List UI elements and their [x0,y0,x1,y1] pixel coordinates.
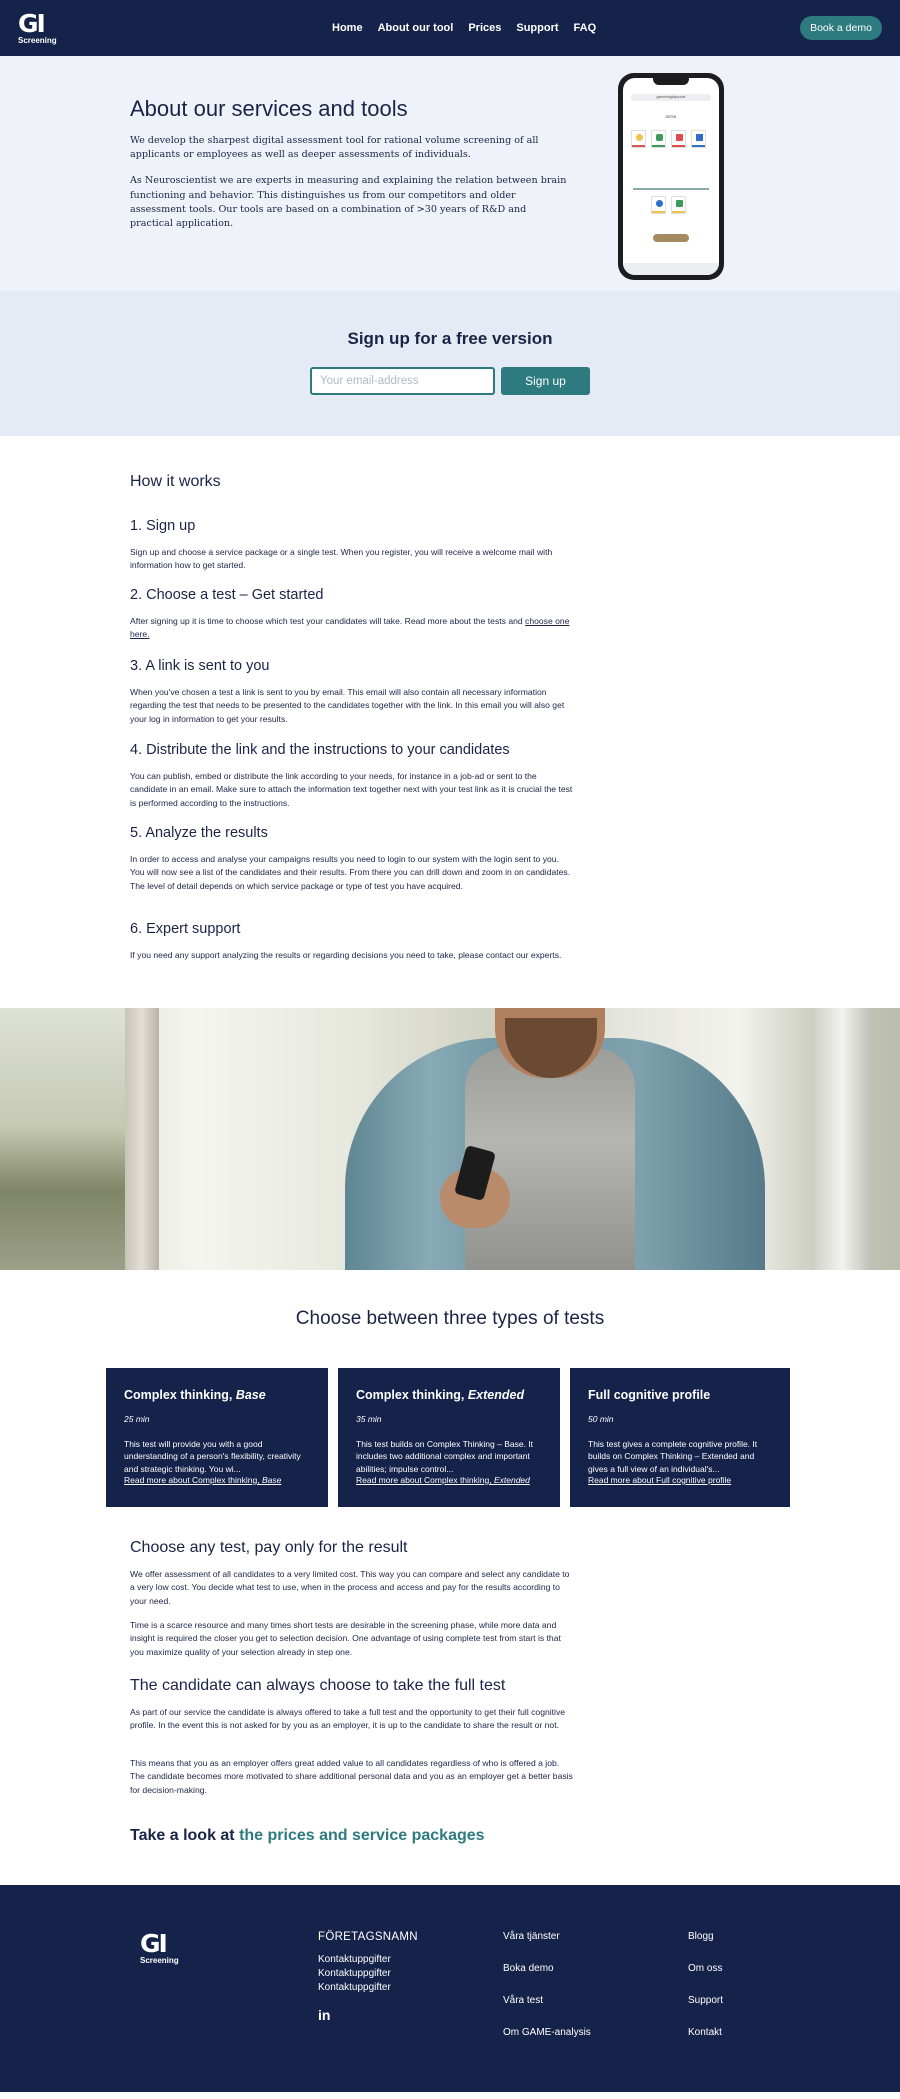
site-logo[interactable] [18,11,57,45]
types-title: Choose between three types of tests [295,1308,605,1329]
nav-home[interactable]: Home [332,22,363,34]
footer-logo[interactable] [140,1931,179,1965]
card-read-more-link[interactable] [356,1475,542,1485]
footer-contact-line: Kontaktuppgifter [318,1968,391,1979]
phone-card-plant-icon [651,130,666,148]
card-duration: 35 min [356,1414,382,1424]
phone-card-square-icon [691,130,706,148]
footer-link-contact[interactable]: Kontakt [688,2027,722,2038]
hero-title: About our services and tools [130,96,408,121]
card-duration: 25 min [124,1414,150,1424]
card-description: This test will provide you with a good understanding of a person's flexibility, creativity and strategic thinking. You wi... [124,1439,301,1474]
phone-screen [623,78,719,275]
step-text: In order to access and analyse your campaigns results you need to login to our system with the login sent to you. You will now see a list of the candidates and their results. From there you can drill down and zoom in on candidates. The level of detail depends on which service package or type of test you have acquired. [130,854,571,891]
footer-link-services[interactable]: Våra tjänster [503,1931,560,1942]
prices-link[interactable]: the prices and service packages [239,1827,485,1844]
step-choose-test [130,587,575,642]
phone-notch [653,78,689,85]
card-link-em: Base [261,1474,282,1485]
footer-logo-mark: GI [140,1929,166,1958]
card-title-text: Complex thinking, [356,1388,468,1402]
pay-section [0,1535,900,1885]
photo-person [345,1008,765,1270]
card-title [124,1388,310,1402]
card-title-em: Extended [467,1388,525,1402]
cta-text: Take a look at [130,1827,240,1844]
footer-link-game-analysis[interactable]: Om GAME-analysis [503,2027,591,2038]
footer-company [318,1931,418,1995]
nav-about-our-tool[interactable]: About our tool [377,22,454,34]
card-description: This test gives a complete cognitive profile. It builds on Complex Thinking – Extended and gives a full view of an individual's... [588,1439,758,1474]
signup-section [0,291,900,436]
phone-toolbar [623,263,719,275]
phone-url-bar: gameinsightpuzzle [631,94,711,101]
step-title: 4. Distribute the link and the instructions to your candidates [130,742,510,758]
choose-test-link[interactable]: choose one here. [130,616,570,640]
test-types-section [0,1270,900,1535]
card-full-profile[interactable] [570,1368,790,1507]
linkedin-icon[interactable]: in [318,2007,331,2023]
nav-faq[interactable]: FAQ [573,22,597,34]
about-hero [0,56,900,291]
step-distribute [130,742,575,810]
footer-link-about[interactable]: Om oss [688,1963,723,1974]
step-text: You can publish, embed or distribute the link according to your needs, for instance in a job-ad or sent to the candidate in an email. Make sure to attach the information text together next with your test link as it is crucial the test is performed according to the instructions. [130,771,573,808]
man-with-phone-photo [0,1008,900,1270]
footer-contact-line: Kontaktuppgifter [318,1954,391,1965]
phone-mockup [618,73,724,280]
step-text-body: After signing up it is time to choose which test your candidates will take. Read more about the tests and [130,616,526,626]
step-text: Sign up and choose a service package or a single test. When you register, you will receive a welcome mail with information how to get started. [130,547,553,571]
footer-link-tests[interactable]: Våra test [503,1995,544,2006]
phone-divider [633,188,709,190]
site-header [0,0,900,56]
prices-cta [130,1827,485,1845]
pay-paragraph-2: Time is a scarce resource and many times short tests are desirable in the screening phase, while more data and insight is required the closer you get to selection decision. One advantage of using complete test from start is that you maximize quality of your selection already in step one. [130,1620,561,1657]
logo-subtitle: Screening [18,36,57,45]
full-test-paragraph-1: As part of our service the candidate is always offered to take a full test and the opportunity to get their full cognitive profile. In the event this is not asked for by you as an employer, it is up to the candidate to share the result or not. [130,1707,566,1731]
hero-text [130,96,570,243]
signup-title-bold: free [456,329,488,348]
pay-title: Choose any test, pay only for the result [130,1539,408,1556]
card-read-more-link[interactable] [124,1475,310,1485]
photo-window [0,1008,130,1270]
signup-button[interactable]: Sign up [501,367,590,395]
card-link-em: Extended [493,1474,530,1485]
pay-paragraph-1: We offer assessment of all candidates to a very limited cost. This way you can compare and select any candidate to a very low cost. You decide what test to use, when in the process and access and pay for the results according to your need. [130,1569,570,1606]
signup-title [0,329,900,349]
card-title-text: Complex thinking, [124,1388,236,1402]
hero-paragraph-2: As Neuroscientist we are experts in measuring and explaining the relation between brain functioning and behavior. This distinguishes us from our competitors and older assessment tools. Our tools are based on a combination of >30 years of R&D and practical application. [130,175,567,229]
signup-title-post: version [487,329,553,348]
how-it-works [0,436,900,1008]
step-title: 3. A link is sent to you [130,658,270,674]
card-link-text: Read more about Complex thinking, [124,1474,262,1485]
step-title: 2. Choose a test – Get started [130,587,324,603]
card-complex-extended[interactable] [338,1368,560,1507]
step-title: 1. Sign up [130,518,196,534]
card-complex-base[interactable] [106,1368,328,1507]
step-text [130,615,575,642]
step-sign-up [130,518,575,573]
logo-mark: GI [18,9,44,38]
step-text: If you need any support analyzing the results or regarding decisions you need to take, please contact our experts. [130,950,562,960]
footer-company-name: FÖRETAGSNAMN [318,1931,418,1943]
phone-card-star-icon [671,130,686,148]
step-analyze [130,825,575,893]
step-expert-support [130,921,575,962]
nav-support[interactable]: Support [516,22,559,34]
how-title: How it works [130,473,221,490]
footer-contact-line: Kontaktuppgifter [318,1982,391,1993]
card-title-text: Full cognitive profile [588,1388,711,1402]
step-title: 5. Analyze the results [130,825,268,841]
footer-link-blog[interactable]: Blogg [688,1931,714,1942]
email-input[interactable] [310,367,495,395]
footer-link-support[interactable]: Support [688,1995,724,2006]
step-text: When you've chosen a test a link is sent to you by email. This email will also contain all necessary information regarding the test that needs to be presented to the candidates together with the link. In this email you will also get your log in information to get your results. [130,687,565,724]
footer-link-book-demo[interactable]: Boka demo [503,1963,554,1974]
card-title [356,1388,542,1402]
photo-door [815,1008,870,1270]
card-read-more-link[interactable] [588,1475,772,1485]
phone-card-grid-icon [671,196,686,214]
phone-card-sun-icon [631,130,646,148]
card-link-text: Read more about Full cognitive profile [588,1474,732,1485]
full-test-paragraph-2: This means that you as an employer offers great added value to all candidates regardless of who is offered a job. The candidate becomes more motivated to share additional personal data and you as an employer get a better basis for decision-making. [130,1758,573,1795]
card-title-em: Base [235,1388,266,1402]
full-test-title: The candidate can always choose to take the full test [130,1677,506,1694]
step-title: 6. Expert support [130,921,241,937]
book-demo-button[interactable]: Book a demo [800,16,882,40]
footer-logo-subtitle: Screening [140,1956,179,1965]
phone-continue-button [653,234,689,242]
test-cards [106,1368,790,1507]
nav-prices[interactable]: Prices [468,22,502,34]
card-title [588,1388,772,1402]
hero-paragraph-1: We develop the sharpest digital assessment tool for rational volume screening of all applicants or employees as well as deeper assessments of individuals. [130,135,539,161]
step-link-sent [130,658,575,726]
site-footer [0,1885,900,2092]
card-duration: 50 min [588,1414,614,1424]
phone-screen-title: DESK [665,114,677,119]
photo-window-frame [125,1008,159,1270]
signup-title-pre: Sign up for a [347,329,457,348]
phone-card-people-icon [651,196,666,214]
card-link-text: Read more about Complex thinking, [356,1474,494,1485]
card-description: This test builds on Complex Thinking – Base. It includes two additional complex and important abilities; impulse control... [356,1439,534,1474]
main-nav [332,0,611,56]
